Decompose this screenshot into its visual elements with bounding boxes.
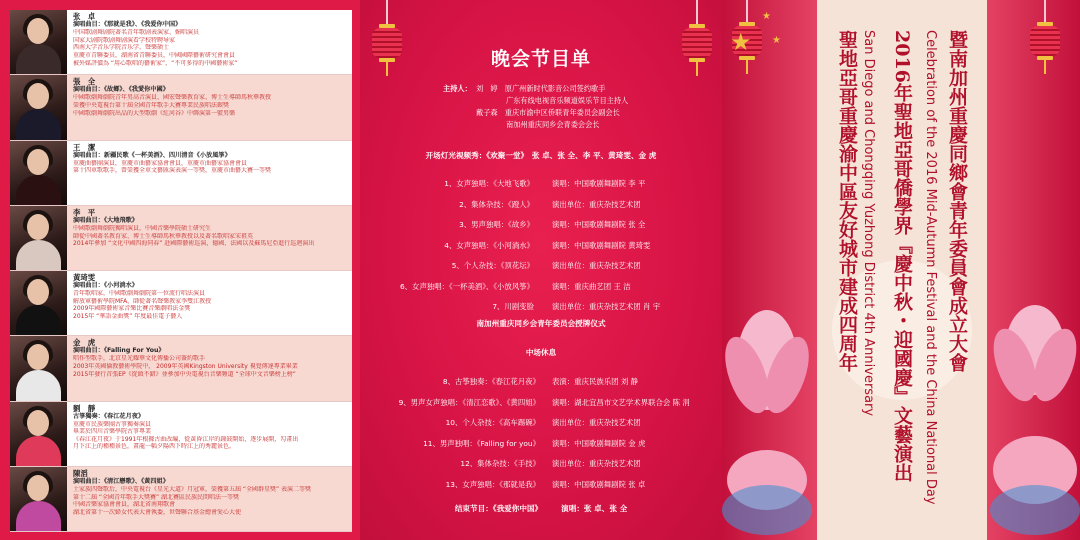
performer-photo (10, 10, 67, 74)
bio-text (73, 467, 352, 531)
closing-act: 结束节目：《我爱你中国》 演唱：张 卓、张 全 (454, 504, 628, 513)
program-item-act: 5、个人杂技：《顶花坛》 (451, 261, 534, 270)
program-item-act: 7、川剧变脸 (492, 302, 534, 311)
bio-line: 榮獲中央電視台第十屆全國青年歌手大賽專業民族唱法銀獎 (73, 102, 230, 110)
performer-name: 劉 靜 (73, 403, 96, 413)
bio-row (10, 402, 352, 467)
performer-song: 演唱曲目：《清江戀歌》、《黃四姐》 (73, 477, 169, 485)
hosts-label: 主持人： (443, 84, 472, 93)
program-item-performer: 演出单位：重庆杂技艺术团 肖 宇 (552, 302, 661, 311)
star-icon: ★ (772, 35, 781, 46)
performer-song: 古箏獨奏：《春江花月夜》 (73, 412, 145, 420)
ceremony-title: 南加州重庆同乡会青年委员会授牌仪式 (476, 319, 606, 328)
performer-song: 演唱曲目：《那就是我》、《我爱你中国》 (73, 21, 182, 28)
bio-line: 第十二屆 “全國青年歌手大獎賽” 湖北賽區民族民間唱法一等獎 (73, 493, 240, 501)
program-item-performer: 演唱：中国歌剧舞剧院 李 平 (552, 179, 646, 188)
program-item-act: 2、集体杂技：《蹬人》 (459, 199, 534, 209)
program-item-act: 1、女声独唱：《大地飞歌》 (444, 179, 534, 188)
performer-photo (10, 141, 67, 205)
program-item-act: 9、男声女声独唱：《清江恋歌》、《黄四姐》 (398, 397, 540, 407)
bio-row (10, 141, 352, 206)
bio-row (10, 336, 352, 401)
bio-text (73, 206, 352, 270)
bio-line: 師從中國著名教育家、博士生導師馬秋華教授以及著名歌唱家宋祖英 (73, 232, 254, 240)
bio-line: 2015年 “華語金曲獎” 年度最佳電子藝人 (73, 312, 183, 320)
bio-line: 中國歌劇舞劇院青年男高音演員、國宏聲樂教育家、博士生導師馬秋華教授 (73, 94, 272, 102)
bio-line: 第十四車歌歌手，曾榮獲全車文藝匯演表演一等獎，重慶市曲藝大賽一等獎 (73, 167, 272, 175)
bio-line: 月下江上的種種景色，畫龍一幅夕陽西下時江上的秀麗景色。 (73, 443, 236, 451)
star-icon: ★ (762, 11, 771, 22)
bio-line: 2003年英國倫敦藝術學院中， 2009年英國Kingston University 視覺傳達專業畢業 (73, 363, 298, 371)
opening-act: 开场灯光视频秀：《欢聚一堂》 张 卓、张 全、李 平、黄琦雯、金 虎 (425, 151, 657, 160)
bio-line: 被外媒評價為 “用心歌唱的藝術家”，“不可多得的中國藝術家” (73, 59, 238, 67)
host-line: 戴子森 重庆市渝中区侨联青年委员会副会长 (476, 108, 620, 117)
bio-line: 中国歌剧舞剧院著名青年歌剧表演家、媚唱演员 (73, 29, 200, 37)
cover-title-line1: 暨南加州重慶同鄉會青年委員會成立大會 (946, 30, 968, 372)
bio-line: 湖北省第十一次婦女代表大會執委，世聲聯合基金總會愛心大使 (73, 508, 242, 516)
program-item-performer: 演出单位：重庆杂技艺术团 (552, 261, 641, 270)
cover-title-line2: 2016年聖地亞哥僑學界『慶中秋・迎國慶』文藝演出 (891, 30, 913, 482)
performer-song: 演唱曲目：《大地飛歌》 (73, 216, 138, 224)
performer-name: 張 全 (73, 77, 96, 87)
bio-text (73, 75, 352, 139)
bio-line: 国家大剧院歌剧舞剧演看学校特聘导家 (73, 36, 176, 44)
bio-line: 《春江花月夜》于1991年根據古曲改編，從黃昏江岸的鐘鼓開始，逐步展開，勾畫出 (73, 435, 299, 443)
lotus-flower-icon (990, 280, 1080, 540)
performer-name: 陳滔 (73, 468, 88, 478)
program-item-act: 4、女声独唱：《小河淌水》 (444, 240, 534, 250)
bio-row (10, 271, 352, 336)
bio-line: 唱作型歌手，北京星光耀華文化傳播公司簽約歌手 (73, 355, 206, 363)
performer-photo (10, 206, 67, 270)
bio-text (73, 271, 352, 335)
bio-row (10, 206, 352, 271)
bio-line: 重慶市民族樂團古箏獨奏演員 (73, 420, 152, 428)
bio-line: 土家族四聲歌后，中央電視台《星光大道》月冠軍，榮獲第五屆 “全國群星獎” 表演二等獎 (73, 485, 312, 493)
bio-line: 重慶曲藝團演員，重慶市曲藝家協會會員，重慶市曲藝家協會會員 (73, 159, 248, 167)
bio-line: 2015年發行首張EP《從頭不錯》並參加中央電視台音樂頻道 “全球中文音樂榜上榜” (73, 370, 296, 378)
intermission-title: 中场休息 (525, 348, 557, 357)
program-item-act: 6、女声独唱：《一杯美酒》、《小放风筝》 (399, 281, 534, 291)
bios-panel (0, 0, 360, 540)
bio-line: 2014年參加 “文化中國四海同春” 赴國際藝術巡演，德國、法國以及蘇馬尼亞進行巡迴演出 (73, 240, 315, 248)
performer-photo (10, 75, 67, 139)
program-item-performer: 演唱：中国歌剧舞剧院 张 全 (552, 220, 646, 229)
program-panel (360, 0, 722, 540)
cover-title-line3: 聖地亞哥重慶渝中區友好城市建成四周年 (836, 30, 858, 372)
bio-line: 西南大学音乐学院音乐学、聲樂碩士 (73, 44, 170, 52)
program-item-act: 12、集体杂技：《手技》 (460, 459, 540, 468)
host-line: 刘 婷 原广州新时代影音公司签约歌手 (476, 84, 606, 93)
bios-list (10, 10, 352, 532)
bio-text (73, 141, 352, 205)
bio-row (10, 75, 352, 140)
program-title: 晚会节目单 (490, 48, 591, 70)
lantern-icon (1030, 0, 1060, 74)
bio-line: 畢業於四川音樂學院古箏專業 (73, 428, 152, 436)
program-item-act: 3、男声独唱：《故乡》 (459, 220, 534, 229)
performer-photo (10, 402, 67, 466)
program-item-act: 8、古筝独奏：《春江花月夜》 (442, 377, 540, 386)
program-item-performer: 演出单位：重庆杂技艺术团 (552, 418, 641, 427)
bio-row (10, 467, 352, 532)
bio-line: 2009年國際藝術家音樂比賽音樂劇唱法金獎 (73, 305, 191, 313)
program-item-performer: 表演：重庆民族乐团 刘 静 (552, 377, 638, 386)
bio-line: 解放軍藝術學院MFA，師從著名聲樂教家李雙江教授 (73, 297, 212, 305)
bio-text (73, 336, 352, 400)
program-item-performer: 演唱：中国歌剧舞剧院 金 虎 (552, 438, 646, 448)
program-item-act: 13、女声独唱：《那就是我》 (445, 479, 540, 489)
program-item-act: 11、男声独唱：《Falling for you》 (423, 438, 540, 448)
host-line: 广东有线电视音乐频道娱乐节目主持人 (506, 96, 629, 105)
bio-row (10, 10, 352, 75)
performer-song: 演唱曲目：《小河淌水》 (73, 282, 138, 289)
bio-text (73, 10, 352, 74)
program-item-performer: 演唱：中国歌剧舞剧院 黄琦雯 (552, 240, 651, 250)
performer-song: 演唱曲目：新疆民歌《一杯美酒》、四川清音《小放風箏》 (73, 151, 231, 159)
bio-line: 中國歌劇舞劇院獨唱演員，中國音樂學院碩士研究生 (73, 224, 212, 232)
performer-song: 演唱曲目：《故鄉》、《我愛你中國》 (73, 86, 169, 94)
cover-english-line1: Celebration of the 2016 Mid-Autumn Festival and the China National Day (923, 30, 938, 505)
bio-line: 青年歌唱家，中國歌劇舞劇院第一位流行唱法演員 (73, 290, 206, 298)
program-item-act: 10、个人杂技：《高车踢碗》 (445, 418, 540, 427)
program-item-performer: 演唱：中国歌剧舞剧院 张 卓 (552, 479, 646, 489)
performer-name: 李 平 (73, 207, 96, 217)
program-item-performer: 演唱：重庆曲艺团 王 洁 (552, 281, 631, 291)
performer-name: 金 虎 (73, 338, 96, 348)
bio-line: 中國音樂家協會會員，湖北省南翔歌會 (73, 501, 176, 509)
cover-english-line2: San Diego and Chongqing Yuzhong District 4th Anniversary (861, 30, 876, 417)
performer-photo (10, 271, 67, 335)
performer-name: 张 卓 (73, 12, 96, 21)
performer-song: 演唱曲目：《Falling For You》 (73, 347, 165, 355)
cover-panel (722, 0, 1080, 540)
program-item-performer: 演出单位：重庆杂技艺术团 (552, 459, 641, 468)
performer-photo (10, 336, 67, 400)
host-line: 南加州重庆同乡会青委会会长 (506, 120, 600, 129)
performer-name: 黃琦雯 (73, 273, 96, 282)
bio-text (73, 402, 352, 466)
lotus-flower-icon (722, 280, 812, 540)
star-icon: ★ (730, 28, 752, 56)
program-item-performer: 演唱：湖北宜昌市文艺学术界联合会 陈 涓 (552, 397, 690, 407)
program-item-performer: 演出单位：重庆杂技艺术团 (552, 199, 641, 209)
bio-line: 中國歌劇舞劇院出品的大型歌劇《紅河谷》中飾演第一號男樂 (73, 109, 236, 117)
performer-name: 王 潔 (73, 142, 96, 152)
bio-line: 重慶市青聯委员，湖南省青聯委员，中國國際藝術研究會會員 (73, 51, 236, 59)
performer-photo (10, 467, 67, 531)
